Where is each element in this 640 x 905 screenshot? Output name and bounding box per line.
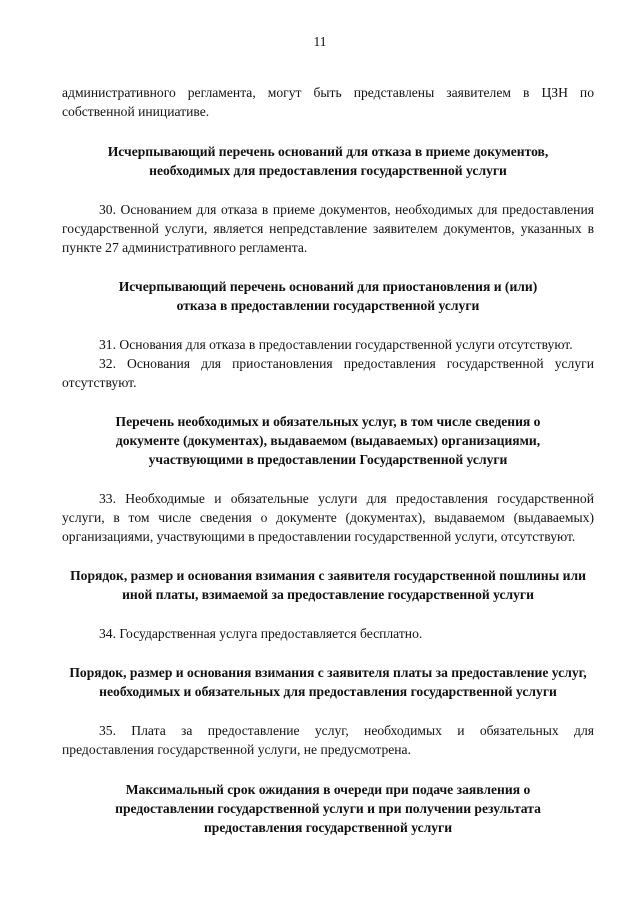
heading-max-waiting-time: Максимальный срок ожидания в очереди при подаче заявления о предоставлении государственной услуги и при получении результата предоставления государственной услуги <box>115 782 541 835</box>
paragraph-continuation: административного регламента, могут быть представлены заявителем в ЦЗН по собственной инициативе. <box>62 85 594 119</box>
heading-required-services: Перечень необходимых и обязательных услуг, в том числе сведения о документе (документах), выдаваемом (выдаваемых) организациями, участвующими в предоставлении Государственной услуги <box>115 414 541 467</box>
heading-fee-for-services: Порядок, размер и основания взимания с заявителя платы за предоставление услуг, необходимых и обязательных для предоставления государственной услуги <box>69 665 587 699</box>
page-number: 11 <box>313 34 327 49</box>
document-body <box>62 83 594 837</box>
paragraph-35: 35. Плата за предоставление услуг, необходимых и обязательных для предоставления государственной услуги, не предусмотрена. <box>62 723 594 757</box>
paragraph-32: 32. Основания для приостановления предоставления государственной услуги отсутствуют. <box>62 356 594 390</box>
paragraph-33: 33. Необходимые и обязательные услуги для предоставления государственной услуги, в том числе сведения о документе (документах), выдаваемом (выдаваемых) организациями, участвующими в предоставлении государственной услуги, отсутствуют. <box>62 491 594 544</box>
heading-state-duty: Порядок, размер и основания взимания с заявителя государственной пошлины или иной платы, взимаемой за предоставление государственной услуги <box>70 568 586 602</box>
heading-refusal-grounds-documents: Исчерпывающий перечень оснований для отказа в приеме документов, необходимых для предоставления государственной услуги <box>107 144 549 178</box>
paragraph-31: 31. Основания для отказа в предоставлении государственной услуги отсутствуют. <box>99 337 573 352</box>
paragraph-30: 30. Основанием для отказа в приеме документов, необходимых для предоставления государственной услуги, является непредставление заявителем документов, указанных в пункте 27 административного регламента. <box>62 202 594 255</box>
heading-suspension-refusal-grounds: Исчерпывающий перечень оснований для приостановления и (или) отказа в предоставлении государственной услуги <box>118 279 538 313</box>
paragraph-34: 34. Государственная услуга предоставляется бесплатно. <box>99 626 423 641</box>
